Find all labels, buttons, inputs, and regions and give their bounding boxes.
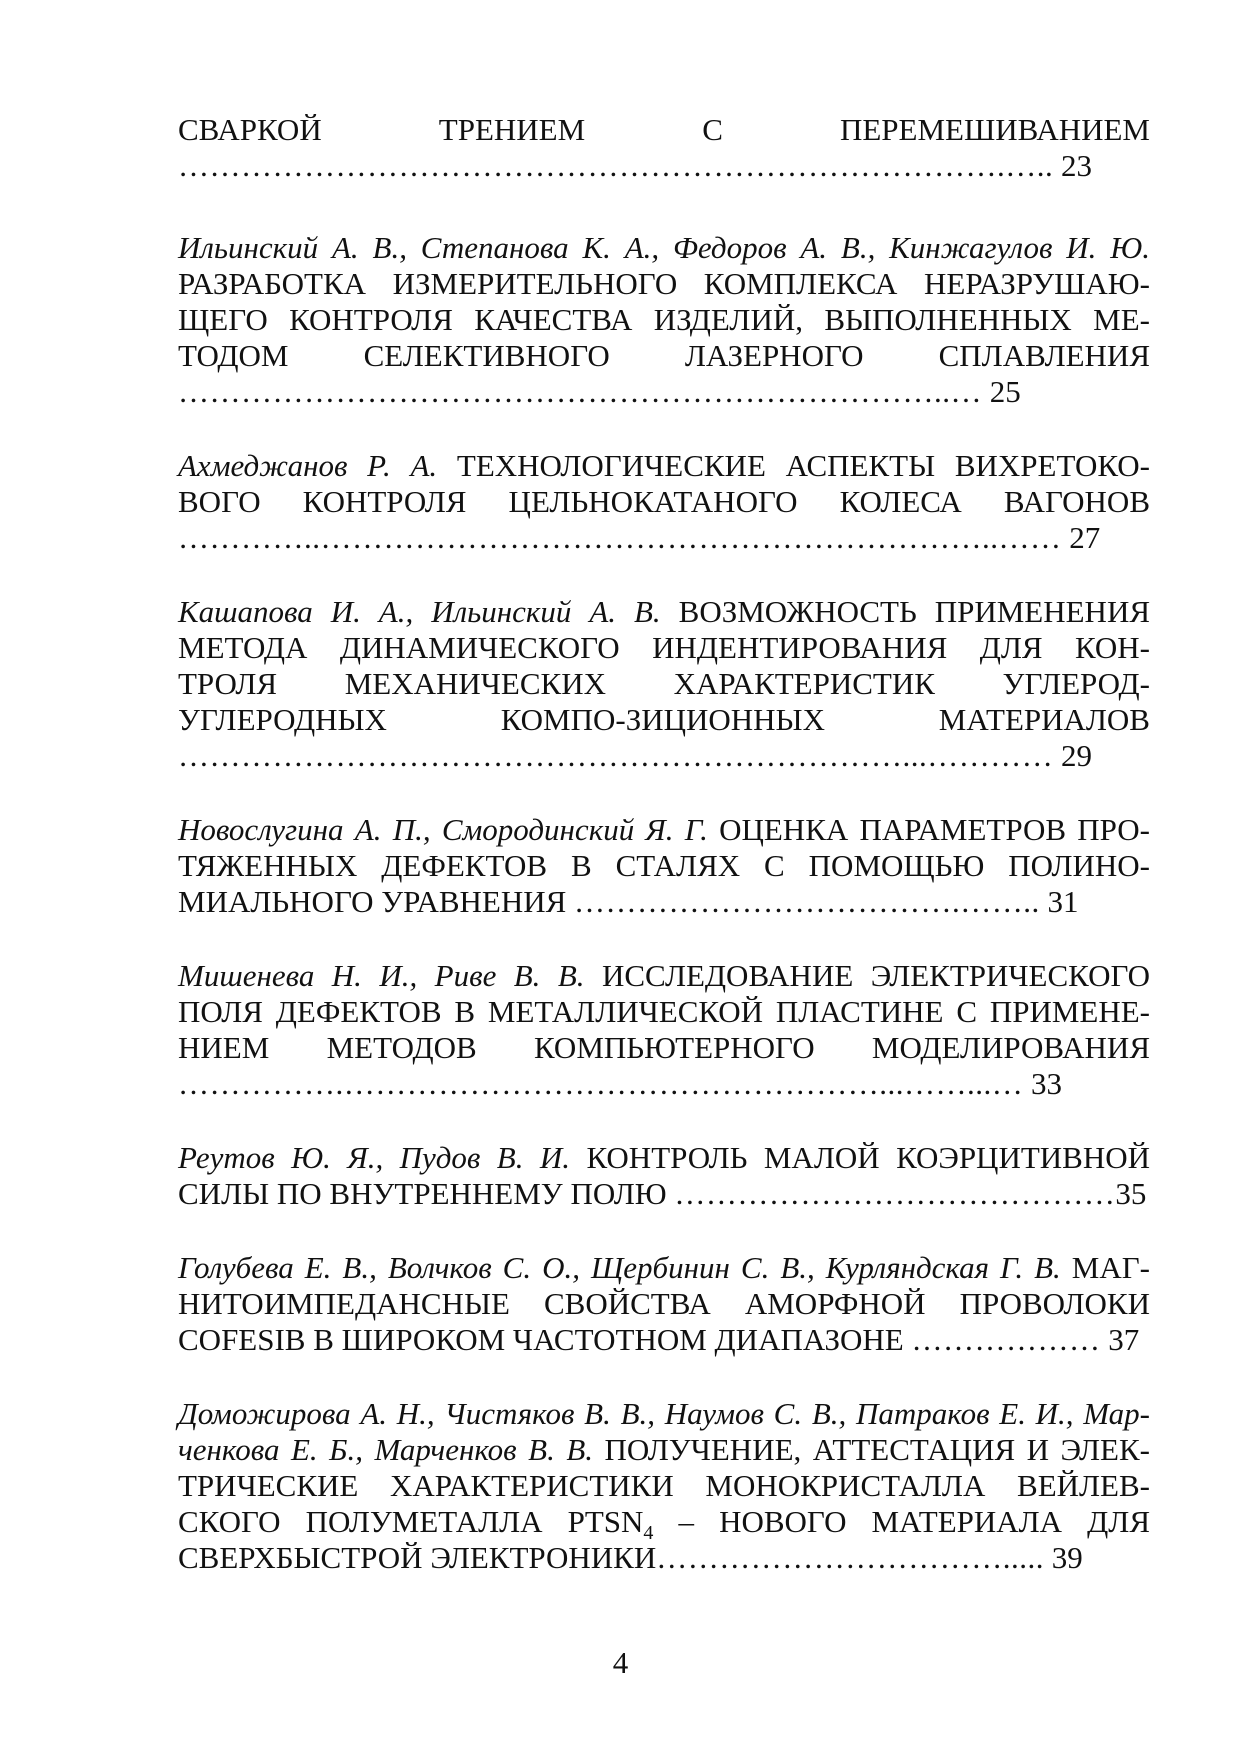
entry-authors: Мишенева Н. И., Риве В. В. <box>178 958 585 993</box>
entry-title: ИССЛЕДОВАНИЕ ЭЛЕКТРИЧЕСКОГО ПОЛЯ ДЕФЕКТОВ В МЕТАЛЛИЧЕСКОЙ ПЛАСТИНЕ С ПРИМЕНЕ-НИЕМ МЕТОДОВ КОМПЬЮТЕРНОГО МОДЕЛИРОВАНИЯ <box>178 958 1150 1065</box>
entry-page: 31 <box>1047 884 1079 919</box>
entry-authors: Ахмеджанов Р. А. <box>178 448 438 483</box>
toc-entry <box>178 594 1150 774</box>
leader-dots: …………………………………………………………………….….. <box>178 148 1054 183</box>
entry-page: 23 <box>1061 148 1092 183</box>
toc-entry <box>178 230 1150 410</box>
entry-title: ВОЗМОЖНОСТЬ ПРИМЕНЕНИЯ МЕТОДА ДИНАМИЧЕСКОГО ИНДЕНТИРОВАНИЯ ДЛЯ КОН-ТРОЛЯ МЕХАНИЧЕСКИХ ХАРАКТЕРИСТИК УГЛЕРОД-УГЛЕРОДНЫХ КОМПО-ЗИЦИОННЫХ МАТЕРИАЛОВ <box>178 594 1151 737</box>
leader-dots: …………..………………………………………………………..…… <box>178 520 1062 555</box>
table-of-contents <box>178 112 1150 1614</box>
entry-title: ТЕХНОЛОГИЧЕСКИЕ АСПЕКТЫ ВИХРЕТОКО-ВОГО КОНТРОЛЯ ЦЕЛЬНОКАТАНОГО КОЛЕСА ВАГОНОВ <box>178 448 1150 519</box>
entry-authors: Ильинский А. В., Степанова К. А., Федоров А. В., Кинжагулов И. Ю. <box>178 230 1150 265</box>
toc-entry <box>178 812 1150 920</box>
entry-page: 37 <box>1108 1322 1140 1357</box>
subscript: 4 <box>643 1522 654 1545</box>
entry-page: 35 <box>1115 1176 1147 1211</box>
leader-dots: ……………………………….…….. <box>574 884 1040 919</box>
entry-authors: Голубева Е. В., Волчков С. О., Щербинин С. В., Курляндская Г. В. <box>178 1250 1061 1285</box>
entry-title: СВАРКОЙ ТРЕНИЕМ С ПЕРЕМЕШИВАНИЕМ <box>178 112 1150 147</box>
leader-dots: ……………… <box>911 1322 1101 1357</box>
leader-dots: …………………………………… <box>674 1176 1116 1211</box>
entry-title: МАГ-НИТОИМПЕДАНСНЫЕ СВОЙСТВА АМОРФНОЙ ПРОВОЛОКИ COFESIB В ШИРОКОМ ЧАСТОТНОМ ДИАПАЗОНЕ <box>178 1250 1150 1357</box>
toc-entry <box>178 112 1150 184</box>
toc-entry <box>178 1396 1150 1576</box>
entry-title-part: ПОЛУЧЕНИЕ, АТТЕСТАЦИЯ И ЭЛЕК-ТРИЧЕСКИЕ ХАРАКТЕРИСТИКИ МОНОКРИСТАЛЛА ВЕЙЛЕВ-СКОГО ПОЛУМЕТАЛЛА PTSN <box>178 1432 1150 1539</box>
entry-title: РАЗРАБОТКА ИЗМЕРИТЕЛЬНОГО КОМПЛЕКСА НЕРАЗРУШАЮ-ЩЕГО КОНТРОЛЯ КАЧЕСТВА ИЗДЕЛИЙ, ВЫПОЛНЕННЫХ МЕ-ТОДОМ СЕЛЕКТИВНОГО ЛАЗЕРНОГО СПЛАВЛЕНИЯ <box>178 266 1150 373</box>
entry-title: ОЦЕНКА ПАРАМЕТРОВ ПРО-ТЯЖЕННЫХ ДЕФЕКТОВ В СТАЛЯХ С ПОМОЩЬЮ ПОЛИНО-МИАЛЬНОГО УРАВНЕНИЯ <box>178 812 1151 919</box>
toc-entry <box>178 448 1150 556</box>
leader-dots: ……………………………………………………………...………… <box>178 738 1054 773</box>
leader-dots: ……………………………..... <box>656 1540 1044 1575</box>
entry-authors: Кашапова И. А., Ильинский А. В. <box>178 594 661 629</box>
entry-title-part: – НОВОГО МАТЕРИАЛА ДЛЯ СВЕРХБЫСТРОЙ ЭЛЕКТРОНИКИ <box>178 1504 1151 1575</box>
entry-authors: Новослугина А. П., Смородинский Я. Г. <box>178 812 708 847</box>
entry-page: 29 <box>1061 738 1092 773</box>
toc-entry <box>178 958 1150 1102</box>
entry-page: 25 <box>989 374 1021 409</box>
entry-title: КОНТРОЛЬ МАЛОЙ КОЭРЦИТИВНОЙ СИЛЫ ПО ВНУТРЕННЕМУ ПОЛЮ <box>178 1140 1150 1211</box>
entry-page: 27 <box>1069 520 1101 555</box>
entry-authors: Реутов Ю. Я., Пудов В. И. <box>178 1140 571 1175</box>
entry-page: 33 <box>1031 1066 1062 1101</box>
entry-authors: Доможирова А. Н., Чистяков В. В., Наумов С. В., Патраков Е. И., Мар-ченкова Е. Б., Марченков В. В. <box>178 1396 1150 1467</box>
toc-entry <box>178 1140 1150 1212</box>
entry-page: 39 <box>1051 1540 1083 1575</box>
page-number: 4 <box>612 1645 629 1680</box>
leader-dots: ………………………………………………………………..… <box>178 374 982 409</box>
leader-dots: …………….……………………………………………...……...… <box>178 1066 1024 1101</box>
toc-entry <box>178 1250 1150 1358</box>
